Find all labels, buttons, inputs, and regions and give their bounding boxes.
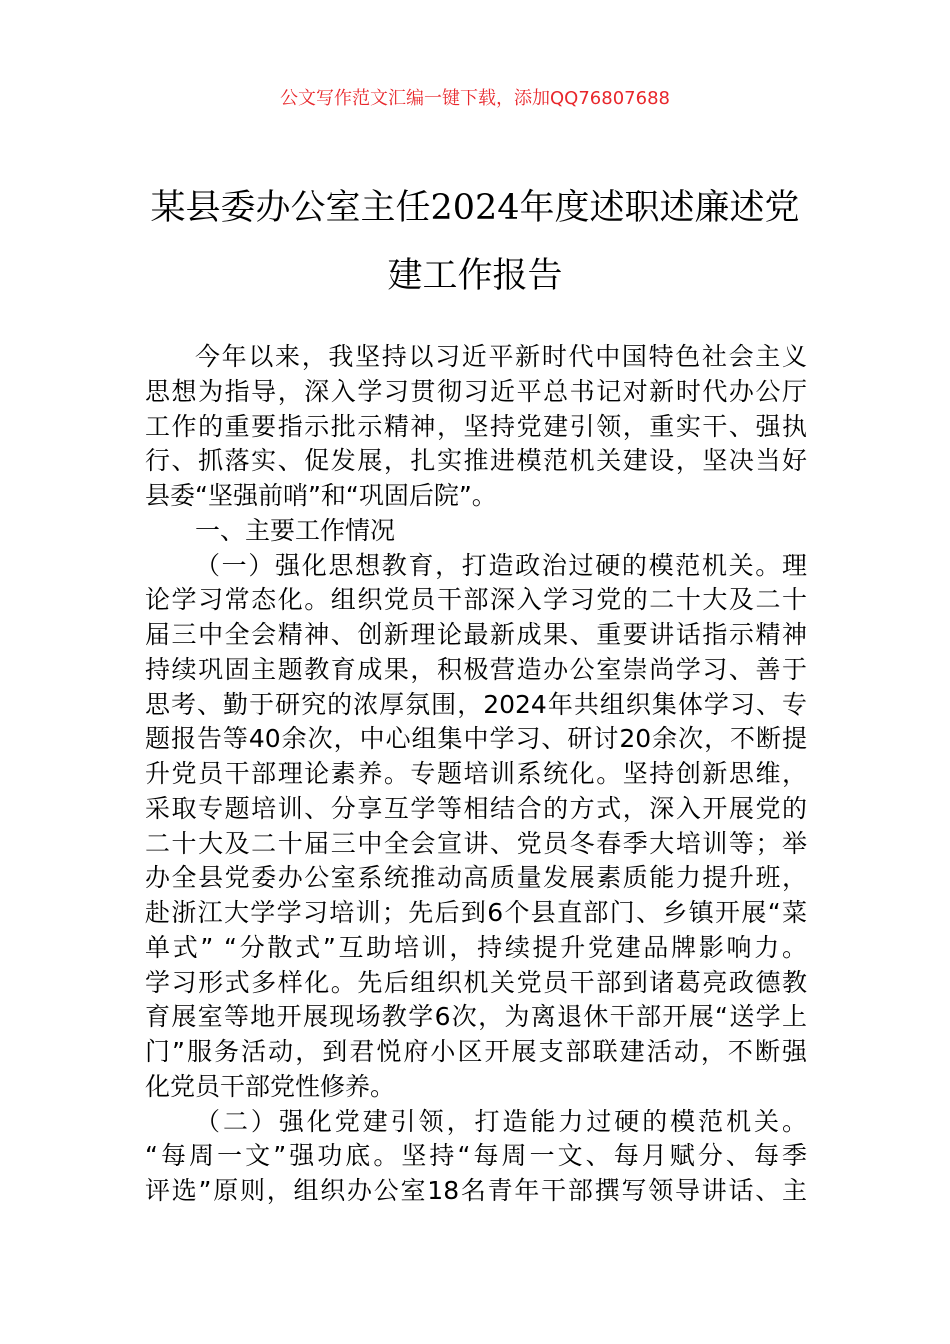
text-line: 门”服务活动，到君悦府小区开展支部联建活动，不断强	[145, 1037, 807, 1066]
text-line: 今年以来，我坚持以习近平新时代中国特色社会主义	[195, 342, 807, 371]
text-line: 化党员干部党性修养。	[145, 1071, 396, 1101]
text-line: 单式” “分散式”互助培训，持续提升党建品牌影响力。	[145, 932, 807, 962]
text-line: 届三中全会精神、创新理论最新成果、重要讲话指示精神	[145, 620, 807, 649]
text-line: 县委“坚强前哨”和“巩固后院”。	[145, 481, 497, 510]
watermark-header: 公文写作范文汇编一键下载，添加QQ76807688	[280, 88, 670, 109]
text-line: 办全县党委办公室系统推动高质量发展素质能力提升班，	[145, 863, 807, 893]
text-line: 采取专题培训、分享互学等相结合的方式，深入开展党的	[145, 793, 807, 823]
text-line: 一、主要工作情况	[195, 515, 396, 545]
text-line: 工作的重要指示批示精神，坚持党建引领，重实干、强执	[145, 411, 807, 441]
text-line: 题报告等40余次，中心组集中学习、研讨20余次，不断提	[145, 724, 807, 754]
text-line: 持续巩固主题教育成果，积极营造办公室崇尚学习、善于	[145, 654, 807, 684]
text-line: “每周一文”强功底。坚持“每周一文、每月赋分、每季	[145, 1141, 807, 1171]
document-body	[145, 340, 807, 1209]
text-line: 论学习常态化。组织党员干部深入学习党的二十大及二十	[145, 585, 807, 615]
text-line: 二十大及二十届三中全会宣讲、党员冬春季大培训等；举	[145, 828, 807, 858]
document-title-line-1: 某县委办公室主任2024年度述职述廉述党	[150, 188, 800, 228]
text-line: 育展室等地开展现场教学6次，为离退休干部开展“送学上	[145, 1002, 807, 1032]
text-line: （一）强化思想教育，打造政治过硬的模范机关。理	[195, 550, 807, 580]
text-line: 学习形式多样化。先后组织机关党员干部到诸葛亮政德教	[145, 967, 807, 997]
text-line: 评选”原则，组织办公室18名青年干部撰写领导讲话、主	[145, 1176, 807, 1205]
text-line: （二）强化党建引领，打造能力过硬的模范机关。	[195, 1106, 807, 1136]
text-line: 升党员干部理论素养。专题培训系统化。坚持创新思维，	[145, 759, 807, 788]
text-line: 思考、勤于研究的浓厚氛围，2024年共组织集体学习、专	[145, 689, 807, 719]
text-line: 赴浙江大学学习培训；先后到6个县直部门、乡镇开展“菜	[145, 898, 807, 927]
document-title-line-2: 建工作报告	[387, 256, 563, 296]
text-line: 行、抓落实、促发展，扎实推进模范机关建设，坚决当好	[145, 446, 807, 476]
text-line: 思想为指导，深入学习贯彻习近平总书记对新时代办公厅	[145, 376, 807, 406]
